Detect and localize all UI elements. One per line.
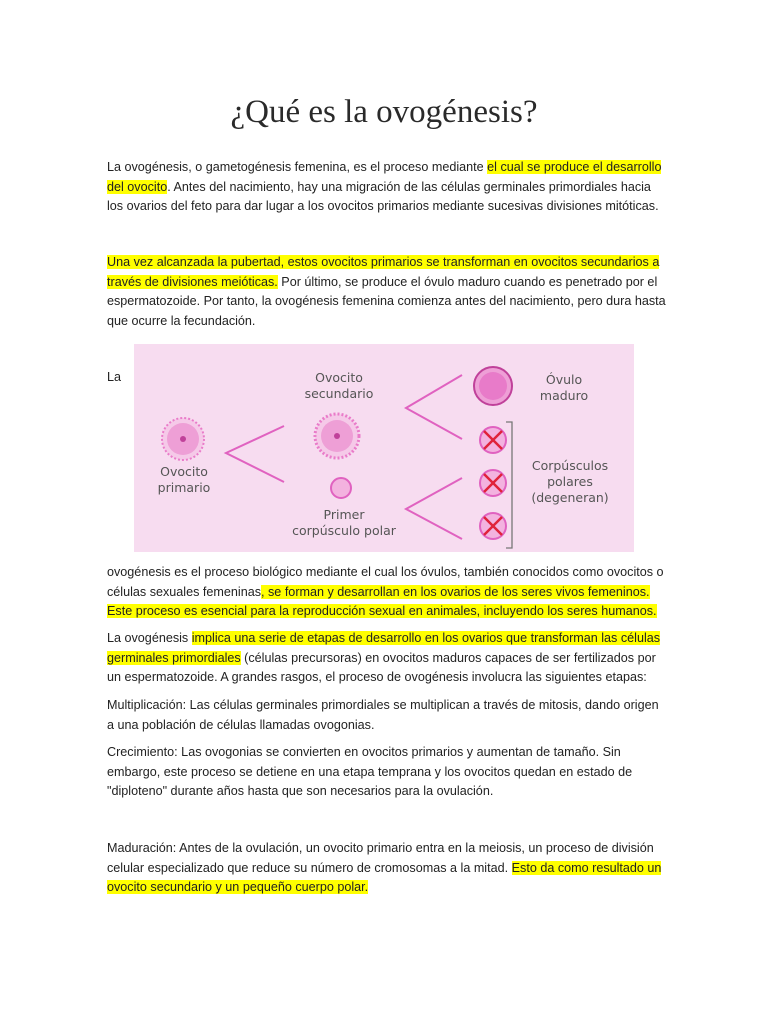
text-run: (células precursoras) en ovocitos maduros capaces de ser fertilizados por un espermatozoide. A grandes rasgos, el proceso de ovogénesis involucra las siguientes etapas:	[107, 650, 656, 684]
paragraph-intro	[107, 158, 667, 217]
ovulo-maduro-cell	[474, 367, 512, 405]
label-line: Óvulo	[545, 372, 583, 387]
arrow-split-2	[406, 375, 462, 539]
label-line: secundario	[304, 386, 374, 401]
text-run: Por último, se produce el óvulo maduro cuando es penetrado por el espermatozoide. Por tanto, la ovogénesis femenina comienza antes del nacimiento, pero dura hasta que ocurre la fecundación.	[107, 274, 666, 328]
highlighted-text: Una vez alcanzada la pubertad, estos ovocitos primarios se transforman en ovocitos secundarios a través de divisiones meióticas.	[107, 255, 660, 289]
arrow-split-1	[226, 426, 284, 482]
label-primer-corpusculo	[279, 507, 409, 539]
paragraph-definicion	[107, 563, 667, 622]
ovocito-primario-cell	[162, 418, 204, 460]
highlighted-text: el cual se produce el desarrollo del ovocito	[107, 160, 662, 194]
ovocito-secundario-cell	[315, 414, 359, 458]
paragraph-maduracion	[107, 839, 667, 898]
label-line: (degeneran)	[531, 490, 609, 505]
label-corpusculos-polares	[518, 458, 622, 506]
paragraph-multiplicacion: Multiplicación: Las células germinales primordiales se multiplican a través de mitosis, dando origen a una población de células llamadas ovogonias.	[107, 698, 659, 732]
label-ovulo-maduro	[524, 372, 604, 404]
corpusculo-degenerado-3	[480, 513, 506, 539]
label-line: Ovocito	[315, 370, 363, 385]
paragraph-etapas	[107, 629, 667, 688]
highlighted-text: , se forman y desarrollan en los ovarios de los seres vivos femeninos. Este proceso es esencial para la reproducción sexual en animales, incluyendo los seres humanos.	[107, 584, 657, 618]
label-line: corpúsculo polar	[292, 523, 396, 538]
label-line: Primer	[323, 507, 365, 522]
label-line: Corpúsculos	[531, 458, 609, 473]
highlighted-text: implica una serie de etapas de desarrollo en los ovarios que transforman las células germinales primordiales	[107, 631, 661, 665]
corpusculo-degenerado-2	[480, 470, 506, 496]
label-ovocito-primario	[134, 464, 234, 496]
text-run: Maduración: Antes de la ovulación, un ovocito primario entra en la meiosis, un proceso de división celular especializado que reduce su número de cromosomas a la mitad.	[107, 841, 654, 875]
text-run: ovogénesis es el proceso biológico mediante el cual los óvulos, también conocidos como ovocitos o células sexuales femeninas	[107, 565, 664, 599]
label-ovocito-secundario	[289, 370, 389, 402]
label-line: maduro	[539, 388, 589, 403]
text-run: La ovogénesis	[107, 631, 192, 645]
label-line: Ovocito	[160, 464, 208, 479]
corpusculo-degenerado-1	[480, 427, 506, 453]
text-run: . Antes del nacimiento, hay una migración de las células germinales primordiales hacia los ovarios del feto para dar lugar a los ovocitos primarios mediante sucesivas divisiones mitóticas.	[107, 179, 659, 213]
paragraph-crecimiento: Crecimiento: Las ovogonias se convierten en ovocitos primarios y aumentan de tamaño. Sin embargo, este proceso se detiene en una etapa temprana y los ovocitos quedan en estado de "diploteno" durante años hasta que son necesarios para la ovulación.	[107, 745, 633, 798]
primer-corpusculo-cell	[331, 478, 351, 498]
label-line: polares	[547, 474, 593, 489]
label-line: primario	[157, 480, 211, 495]
ovogenesis-diagram	[134, 344, 634, 552]
highlighted-text: Esto da como resultado un ovocito secundario y un pequeño cuerpo polar.	[107, 860, 662, 894]
paragraph-pubertad	[107, 253, 667, 331]
text-run: La ovogénesis, o gametogénesis femenina, es el proceso mediante	[107, 160, 488, 174]
inline-word-la: La	[107, 370, 122, 384]
page-title: ¿Qué es la ovogénesis?	[230, 94, 538, 130]
